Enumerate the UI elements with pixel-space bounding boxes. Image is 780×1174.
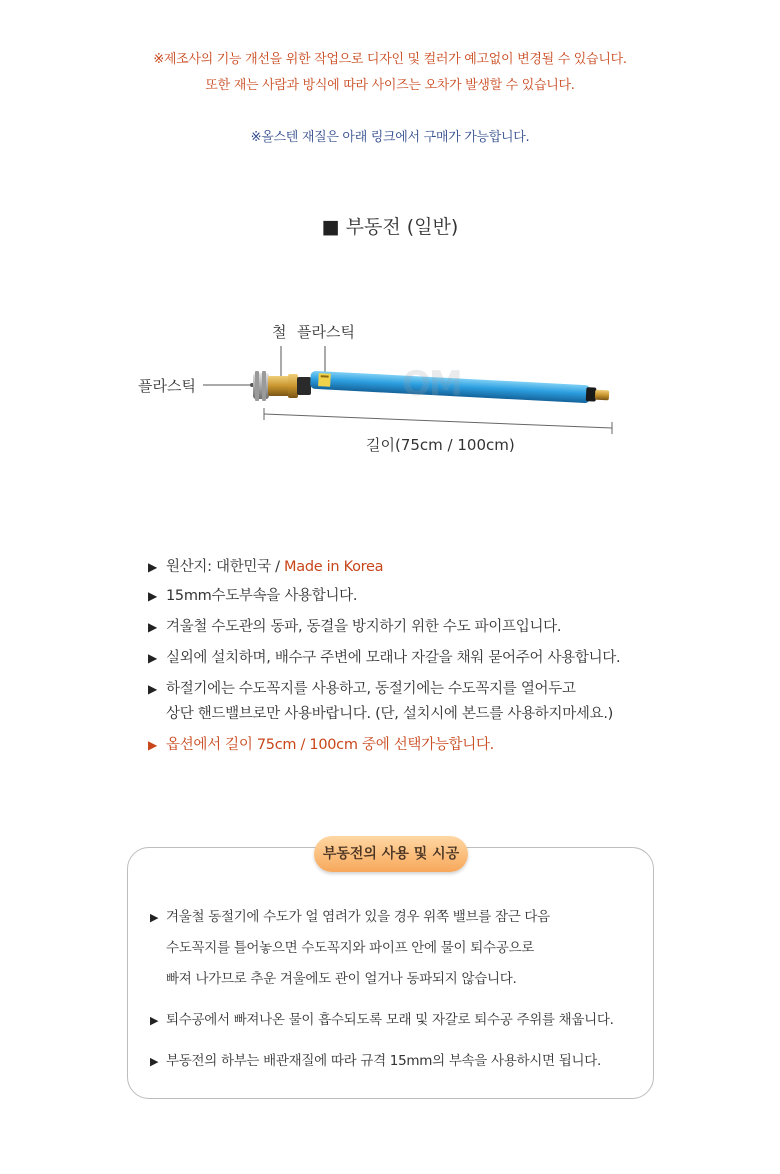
triangle-bullet-icon: ▶: [148, 651, 157, 665]
triangle-bullet-icon: ▶: [148, 589, 157, 603]
triangle-bullet-icon: ▶: [148, 560, 157, 574]
square-bullet-icon: ■: [321, 216, 340, 238]
feature-fitting-text: 15mm수도부속을 사용합니다.: [166, 588, 358, 604]
triangle-bullet-icon: ▶: [148, 738, 157, 752]
origin-prefix: 원산지: 대한민국 /: [166, 559, 285, 575]
feature-season-usage: [148, 677, 748, 727]
feature-season-line1: 하절기에는 수도꼭지를 사용하고, 동절기에는 수도꼭지를 열어두고: [166, 681, 576, 697]
feature-origin: [148, 555, 748, 580]
triangle-bullet-icon: ▶: [150, 911, 159, 924]
feature-install: [148, 646, 748, 671]
feature-season-line2: 상단 핸드밸브로만 사용바랍니다. (단, 설치시에 본드를 사용하지마세요.): [166, 706, 613, 722]
notice-design-change: ※제조사의 기능 개선을 위한 작업으로 디자인 및 컬러가 예고없이 변경될 수 있습니다.: [153, 52, 627, 67]
usage-winter-line3: 빠져 나가므로 추운 겨울에도 관이 얼거나 동파되지 않습니다.: [166, 971, 517, 987]
usage-winter-line1: 겨울철 동절기에 수도가 얼 염려가 있을 경우 위쪽 밸브를 잠근 다음: [166, 909, 550, 925]
label-iron: 철: [272, 323, 287, 341]
triangle-bullet-icon: ▶: [148, 682, 157, 696]
feature-length-option-text: 옵션에서 길이 75cm / 100cm 중에 선택가능합니다.: [166, 737, 494, 753]
notice-size-tolerance: 또한 재는 사람과 방식에 따라 사이즈는 오차가 발생할 수 있습니다.: [205, 78, 575, 93]
label-plastic-left: 플라스틱: [138, 377, 196, 395]
origin-made-in: Made in Korea: [284, 559, 384, 575]
length-dimension-line: [264, 414, 612, 428]
watermark: OM: [402, 364, 461, 404]
section-title: [0, 212, 780, 239]
triangle-bullet-icon: ▶: [148, 620, 157, 634]
usage-drain-text: 퇴수공에서 빠져나온 물이 흡수되도록 모래 및 자갈로 퇴수공 주위를 채웁니다.: [166, 1012, 614, 1028]
triangle-bullet-icon: ▶: [150, 1014, 159, 1027]
usage-item-drain: [150, 1008, 670, 1033]
usage-item-fitting: [150, 1049, 670, 1074]
feature-fitting: [148, 584, 748, 609]
length-label: 길이(75cm / 100cm): [366, 436, 515, 454]
feature-purpose-text: 겨울철 수도관의 동파, 동결을 방지하기 위한 수도 파이프입니다.: [166, 619, 562, 635]
feature-length-option: [148, 733, 748, 758]
usage-list: [150, 905, 670, 1090]
usage-fitting-text: 부동전의 하부는 배관재질에 따라 규격 15mm의 부속을 사용하시면 됩니다.: [166, 1053, 601, 1069]
feature-install-text: 실외에 설치하며, 배수구 주변에 모래나 자갈을 채워 묻어주어 사용합니다.: [166, 650, 621, 666]
usage-title-badge: 부동전의 사용 및 시공: [314, 836, 468, 872]
triangle-bullet-icon: ▶: [150, 1055, 159, 1068]
feature-list: [148, 555, 748, 758]
product-diagram: [0, 300, 780, 480]
usage-item-winter: [150, 905, 670, 992]
label-plastic-top: 플라스틱: [297, 323, 355, 341]
usage-winter-line2: 수도꼭지를 틀어놓으면 수도꼭지와 파이프 안에 물이 퇴수공으로: [166, 940, 534, 956]
section-title-text: 부동전 (일반): [345, 216, 459, 238]
notice-stainless-link: ※올스텐 재질은 아래 링크에서 구매가 가능합니다.: [250, 130, 530, 145]
feature-purpose: [148, 615, 748, 640]
